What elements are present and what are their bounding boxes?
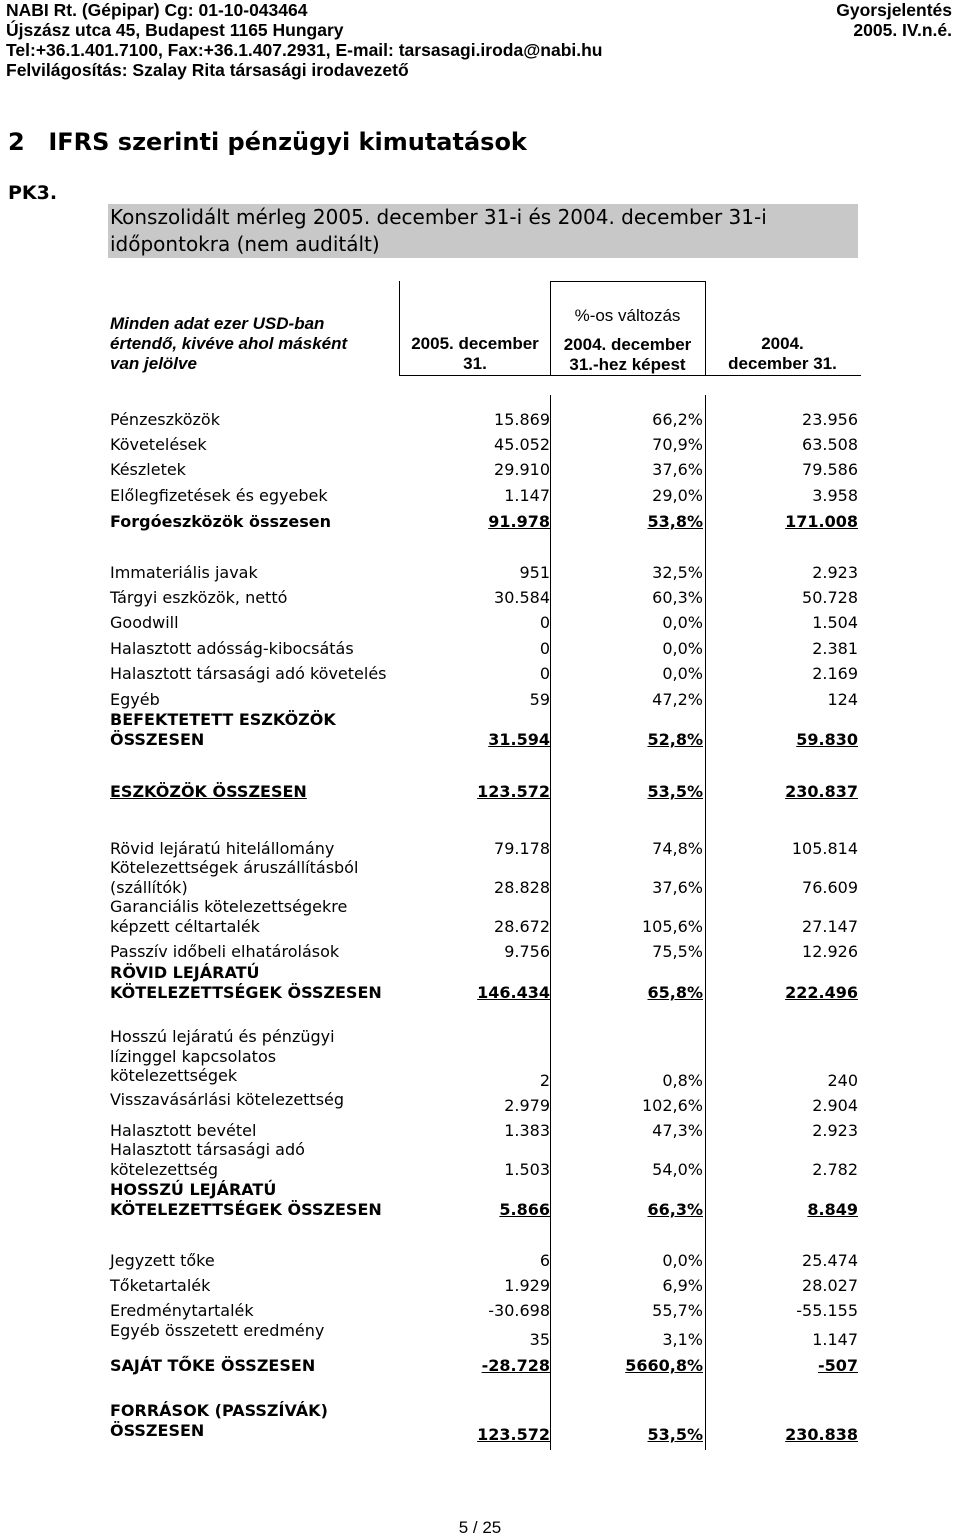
page-number: 5 / 25 bbox=[458, 1518, 502, 1537]
col-header-2004: 2004. december 31. bbox=[728, 334, 837, 373]
section-title: IFRS szerinti pénzügyi kimutatások bbox=[48, 128, 527, 156]
col-header-change-title: %-os változás bbox=[574, 306, 681, 325]
units-note: Minden adat ezer USD-ban értendő, kivéve ahol másként van jelölve bbox=[110, 314, 348, 373]
company-contact: Tel:+36.1.401.7100, Fax:+36.1.407.2931, E-mail: tarsasagi.iroda@nabi.hu bbox=[6, 40, 603, 60]
balance-sheet-rows: Pénzeszközök 15.869 66,2% 23.956 Követelések 45.052 70,9% 63.508 Készletek 29.910 37,6% 79.586 Előlegfizetések és egyebek 1.147 29,0% 3.958 Forgóeszközök összesen 91.978 53,8% 171.008 Immateriális javak 951 32,5% 2.923 Tárgyi eszközök, nettó 30.584 60,3% 50.728 Goodwill 0 0,0% 1.504 Halasztott adósság-kibocsátás 0 0,0% 2.381 Halasztott társasági adó követelés 0 0,0% 2.169 Egyéb 59 47,2% 124 BEFEKTETETT ESZKÖZÖK ÖSSZESEN 31.594 52,8% 59.830 ESZKÖZÖK ÖSSZESEN 123.572 53,5% 230.837 Rövid lejáratú hitelállomány 79.178 74,8% 105.814 Kötelezettségek áruszállításból (szállítók) 28.828 37,6% 76.609 Garanciális kötelezettségekre képzett céltartalék 28.672 105,6% 27.147 Passzív időbeli elhatárolások 9.756 75,5% 12.926 RÖVID LEJÁRATÚ KÖTELEZETTSÉGEK ÖSSZESEN 146.434 65,8% 222.496 Hosszú lejáratú és pénzügyi lízinggel kapcsolatos kötelezettségek 2 0,8% 240 Visszavásárlási kötelezettség 2.979 102,6% 2.904 Halasztott bevétel 1.383 47,3% 2.923 Halasztott társasági adó kötelezettség 1.503 54,0% 2.782 HOSSZÚ LEJÁRATÚ KÖTELEZETTSÉGEK ÖSSZESEN 5.866 66,3% 8.849 Jegyzett tőke 6 0,0% 25.474 Tőketartalék 1.929 6,9% 28.027 Eredménytartalék -30.698 55,7% -55.155 Egyéb összetett eredmény 35 3,1% 1.147 SAJÁT TŐKE ÖSSZESEN -28.728 5660,8% -507 FORRÁSOK (PASSZÍVÁK) ÖSSZESEN 123.572 53,5% 230.838 bbox=[110, 410, 858, 1444]
col-header-change: 2004. december 31.-hez képest bbox=[563, 335, 692, 374]
table-title-line2: időpontokra (nem auditált) bbox=[110, 232, 380, 256]
table-title-line1: Konszolidált mérleg 2005. december 31-i és 2004. december 31-i bbox=[110, 205, 767, 229]
table-code: PK3. bbox=[8, 182, 58, 204]
company-info-contact: Felvilágosítás: Szalay Rita társasági irodavezető bbox=[6, 60, 409, 80]
section-number: 2 bbox=[8, 128, 25, 156]
company-address: Újszász utca 45, Budapest 1165 Hungary bbox=[6, 20, 344, 40]
company-name: NABI Rt. (Gépipar) Cg: 01-10-043464 bbox=[6, 0, 308, 20]
col-header-2005: 2005. december 31. bbox=[411, 334, 539, 373]
report-type: Gyorsjelentés bbox=[836, 0, 952, 20]
report-period: 2005. IV.n.é. bbox=[853, 20, 952, 40]
